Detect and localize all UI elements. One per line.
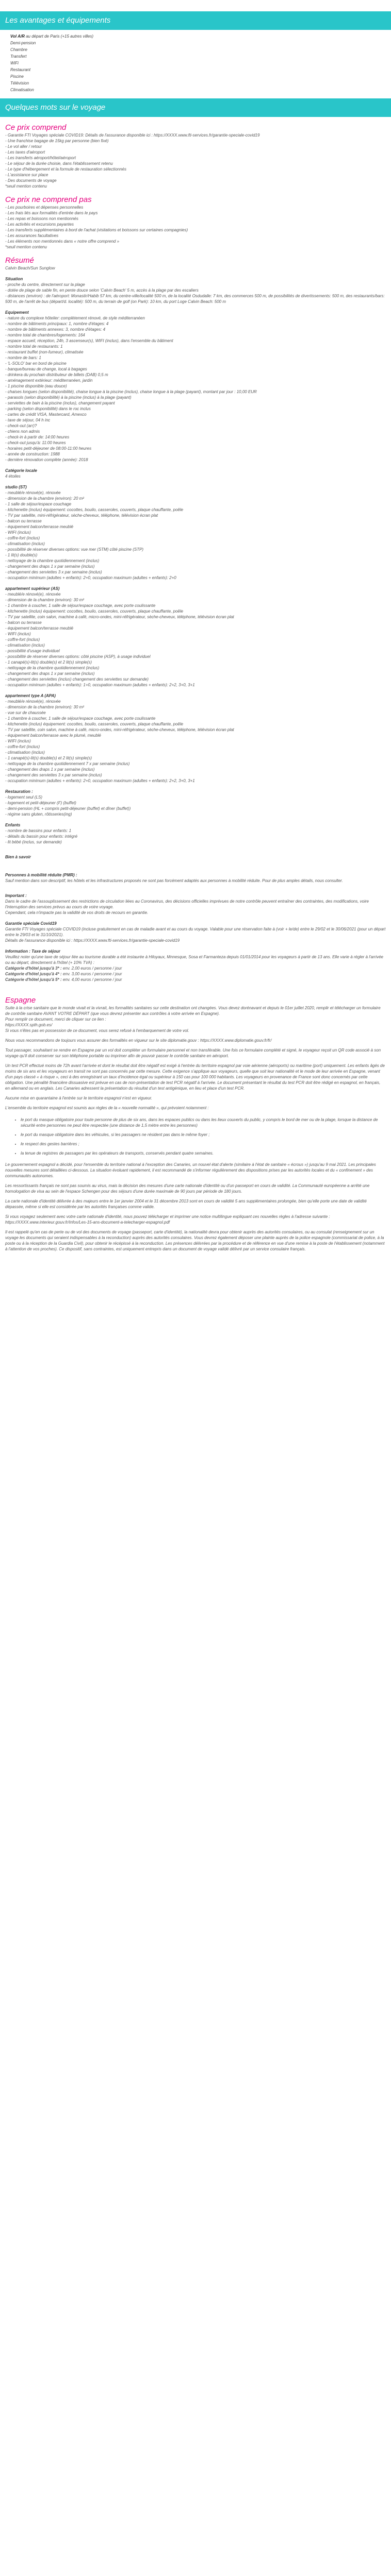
summary-block-line: - check-out jusqu'à: 11:00 heures <box>5 440 66 445</box>
summary-title: Résumé <box>5 256 34 265</box>
list-line: - Le vol aller / retour <box>5 144 42 149</box>
list-line: - Les éléments non mentionnés dans « notre offre comprend » <box>5 239 120 244</box>
amenity-item <box>10 33 386 40</box>
list-line: - Les activités et excursions payantes <box>5 222 74 227</box>
spain-paragraphs <box>5 1047 386 1111</box>
included-title: Ce prix comprend <box>5 123 67 132</box>
practical-title: Quelques mots sur le voyage <box>5 103 106 112</box>
summary-block-line: - nombre de bassins pour enfants: 1 <box>5 828 72 833</box>
summary-block-line: - changement des draps 1 x par semaine (inclus) <box>5 564 95 569</box>
spain-closing-paragraph: Le gouvernement espagnol a décidé, pour l'ensemble du territoire national à l'exception des Canaries, un nouvel état d'alerte (similaire à l'état de sanitaire « écrous ») jusqu'au 9 mai 2021. Les principales nouvelles mesures sont détaillées ci-dessous. La situation évoluant rapidement, il est recommandé de s'informer régulièrement des dispositions prises par les autorités locales et du « confinement » des communautés autonomes. <box>5 1162 376 1178</box>
summary-block-line: - TV par satellite, coin salon, machine à café, micro-ondes, mini-réfrigérateur, sèche-cheveux, téléphone, télévision écran plat <box>5 727 234 732</box>
summary-block-line: - climatisation (inclus) <box>5 541 45 546</box>
summary-block-line: - dimension de la chambre (environ): 30 m² <box>5 705 84 709</box>
summary-block-heading: Situation <box>5 277 23 281</box>
summary-block-line: - climatisation (inclus) <box>5 750 45 755</box>
summary-block-line: - TV par satellite, coin salon, machine à café, micro-ondes, mini-réfrigérateur, sèche-cheveux, téléphone, télévision écran plat <box>5 615 234 619</box>
list-line: - Garantie FTI Voyages spéciale COVID19: Détails de l'assurance disponible ici : https://XXXX.www.fti-services.fr/garantie-speciale-covid19 <box>5 133 260 138</box>
amenity-item <box>10 73 386 80</box>
summary-block-line: - détails du bassin pour enfants: intégré <box>5 834 78 839</box>
amenities-list <box>5 30 386 98</box>
summary-block-line: - climatisation (inclus) <box>5 643 45 648</box>
list-line: - Les transferts supplémentaires à bord de l'achat (visitations et boissons sur certaines compagnies) <box>5 228 188 232</box>
tax-row-value: env. 3,00 euros / personne / jour <box>62 972 122 976</box>
excluded-list <box>5 205 386 250</box>
tax-row <box>5 971 386 977</box>
pmr-text: Sauf mention dans son descriptif, les hôtels et les infrastructures proposés ne sont pas forcément adaptés aux personnes à mobilité réduite. Pour de plus amples détails, nous consulter. <box>5 878 343 883</box>
summary-block-line: - changement des serviettes (inclus) changement des serviettes sur demande) <box>5 677 149 682</box>
summary-block-line: - WIFI (inclus) <box>5 739 31 743</box>
amenity-item <box>10 53 386 60</box>
amenity-item <box>10 46 386 53</box>
spain-closing-paragraph: Si vous voyagez seulement avec votre carte nationale d'identité, nous pouvez télécharger et imprimer une notice multilingue expliquant ces nouvelles règles à l'adresse suivante : https://XXXX.www.interieur.gouv.fr/Infos/Les-15-ans-document-a-telecharger-espagnol.pdf <box>5 1214 330 1225</box>
tax-heading: Information : Taxe de séjour <box>5 949 60 954</box>
summary-block-line: - régime sans gluten, rôtisseries(ing) <box>5 812 72 817</box>
practical-band <box>0 98 391 117</box>
summary-block-line: - banque/bureau de change, local à bagages <box>5 367 87 371</box>
tax-row-label: Catégorie d'hôtel jusqu'à 4* : <box>5 972 62 976</box>
summary-block-line: - dotée de plage de sable fin, en pente douce selon 'Calvin Beach' 5 m, accès à la plage par des escaliers <box>5 288 199 293</box>
summary-block-heading: appartement type A (APA) <box>5 693 56 698</box>
amenity-text: Transfert <box>10 54 27 59</box>
amenity-item <box>10 87 386 93</box>
summary-block-line: - équipement balcon/terrasse avec le plumé, meublé <box>5 733 101 738</box>
summary-block-line: - 1 salle de séjour/espace couchage <box>5 502 72 506</box>
summary-block-line: - lit bébé (inclus, sur demande) <box>5 840 62 844</box>
summary-block-line: - 1 piscine disponible (eau douce) <box>5 384 67 388</box>
spain-paragraph: Un test PCR effectué moins de 72h avant l'arrivée et dont le résultat doit être négatif est exigé à l'entrée du territoire espagnol par voie aérienne (aéroports) ou maritime (port) uniquement. Les enfants âgés de moins de six ans et les voyageurs en transit ne sont pas concernés par cette mesure. Cette exigence s'applique aux voyageurs, quelle que soit leur nationalité et le mode de leur arrivée en Espagne, venant d'un pays classé « à risque », ceci à des enregistrant un taux d'incidence égal ou supérieur à 150 cas pour 100 000 habitants. Les voyageurs en provenance de France sont donc concernés par cette obligation. Une pénalité financière dissuasive est prévue en cas de non-présentation de test PCR négatif à l'arrivée. Le document présentant le résultat du test PCR doit être rédigé en espagnol, en français, en allemand ou en anglais. Les Canaries adressent la présentation du résultat d'un test antigénique, en lieu et place d'un test PCR. <box>5 1063 385 1091</box>
list-line: - Les assurances facultatives <box>5 233 59 238</box>
summary-block-line: - occupation minimum (adultes + enfants): 2+0, occupation maximum (adultes + enfants): 2+0 <box>5 575 176 580</box>
summary-block-line: - nature du complexe hôtelier: complètement rénové, de style méditerranéen <box>5 316 145 320</box>
summary-block-heading: studio (ST) <box>5 485 27 489</box>
list-line: - Le type d'hébergement et la formule de restauration sélectionnés <box>5 167 126 172</box>
spain-paragraph: Aucune mise en quarantaine à l'entrée sur le territoire espagnol n'est en vigueur. <box>5 1096 153 1100</box>
tax-row <box>5 977 386 982</box>
summary-block-line: - coffre-fort (inclus) <box>5 637 40 642</box>
summary-block-line: - check-out (arr)? <box>5 423 37 428</box>
summary-block-line: - 1 canapé(s)-lit(s) double(s) et 2 lit(s) simple(s) <box>5 660 92 665</box>
spain-closing-paragraph: Les ressortissants français ne sont pas soumis au virus, mais la décision des mesures d'une carte nationale d'identité ou d'un passeport en cours de validité. La Communauté européenne a arrêté une homologation de visa au sein de l'espace Schengen pour des séjours d'une durée maximale de 90 jours par période de 180 jours. <box>5 1183 370 1194</box>
important-heading: Important : <box>5 893 27 898</box>
summary-block-line: - possibilité de réserver diverses options: vue mer (STM) côté piscine (STP) <box>5 547 144 552</box>
summary-block-line: - espace accueil, réception, 24h, 3 ascenseur(s), WIFI (inclus), dans l'ensemble du bâtiment <box>5 338 173 343</box>
summary-block-line: - possibilité d'usage individuel <box>5 649 60 653</box>
summary-block-line: - meublé/e rénové(e), rénovée <box>5 699 61 704</box>
included-list <box>5 132 386 189</box>
spain-closing-paragraph: Il est rappelé qu'en cas de perte ou de vol des documents de voyage (passeport, carte d'identité), la nationalité devra pour obtenir auprès des autorités consulaires, ou au consulat (renseignement sur un voyage les documents qui seraient indispensables à la reconduction) auprès des autorités consulaires. Vous devrez également déposer une plainte auprès de la police espagnole (commissariat de police, à la poste ou à la réception de la Guardia Civil), pour obtenir le récépissé à la reconduction. Les présences délivrées par la procédure et de référence en vue d'une remise à la poste de l'établissement (notamment à l'attention de vos proches). Ce dispositif, sans contraintes, est uniquement entrepris dans un document de voyage validé délivré par un service consulaire français. <box>5 1230 385 1251</box>
amenity-text: Climatisation <box>10 88 34 92</box>
summary-block-line: - 1 canapé(s)-lit(s) double(s) et 2 lit(s) simple(s) <box>5 756 92 760</box>
summary-block-line: - taxe de séjour, 04 h inc <box>5 418 51 422</box>
summary-block-line: - logement seul (LS) <box>5 795 43 800</box>
tax-row <box>5 965 386 971</box>
list-line: - Les frais liés aux formalités d'entrée dans le pays <box>5 211 98 215</box>
summary-block-line: - WIFI (inclus) <box>5 632 31 636</box>
summary-block-line: - demi-pension (HL + compris petit-déjeuner (buffet) et dîner (buffet)) <box>5 806 131 811</box>
summary-block-line: - distances (environ) : de l'aéroport: Monastir/Habib 57 km, du centre-ville/localité 500 m, de la localité Osdudalle: 7 km, des commerces 500 m, de possibilités de divertissements: 500 m, des restaurants/bars: 500 m, de l'arrêt de bus (départ/d. localité): 500 m, du terrain de golf (on Park): 10 km, du port Loge Calvin Beach: 500 m <box>5 294 385 304</box>
summary-block-line: - 1 chambre à coucher, 1 salle de séjour/espace couchage, avec porte coulissante <box>5 603 156 608</box>
summary-block-line: - TV par satellite, mini-réfrigérateur, sèche-cheveux, téléphone, télévision écran plat <box>5 513 158 518</box>
list-line: - Les transferts aéroport/hôtel/aéroport <box>5 156 76 160</box>
summary-block-line: 4 étoiles <box>5 474 21 479</box>
summary-block-line: - meublé/e rénové(e), rénovée <box>5 490 61 495</box>
summary-block-heading: Catégorie locale <box>5 468 37 473</box>
list-line: - Des documents de voyage <box>5 178 57 183</box>
summary-block-line: - année de construction: 1988 <box>5 452 60 456</box>
summary-block-line: - nettoyage de la chambre quotidiennement (inclus) <box>5 558 100 563</box>
summary-block-line: - changement des draps 1 x par semaine (inclus) <box>5 671 95 676</box>
summary-block-line: - aménagement extérieur: méditerranéen, jardin <box>5 378 93 383</box>
amenity-bold: Vol A/R <box>10 34 25 39</box>
summary-block-line: - WIFI (inclus) <box>5 530 31 535</box>
amenities-band <box>0 11 391 30</box>
summary-block-line: - drinkera du prochain distributeur de billets (DAB) 0,5 m <box>5 372 108 377</box>
summary-block-line: - nettoyage de la chambre quotidiennement (inclus) <box>5 666 100 670</box>
spain-pink-2: Si vous n'êtes pas en possession de ce document, vous serez refusé à l'embarquement de votre vol. <box>5 1028 189 1033</box>
important-para-1: Dans le cadre de l'assouplissement des restrictions de circulation liées au Coronavirus, des décisions officielles imprévues de notre contrôle peuvent entraîner des contraintes, des modifications, voire l'interruption des services prévus au cours de votre voyage. <box>5 899 369 909</box>
spain-link[interactable]: https://XXXX.spth.gob.es/ <box>5 1023 53 1027</box>
summary-block-heading: Enfants <box>5 823 21 827</box>
amenity-item <box>10 40 386 46</box>
summary-block-line: - nettoyage de la chambre quotidiennement 7 x par semaine (inclus) <box>5 761 130 766</box>
summary-block-line: - équipement balcon/terrasse meublé <box>5 524 74 529</box>
pmr-heading: Personnes à mobilité réduite (PMR) : <box>5 873 77 877</box>
summary-block-line: - occupation minimum (adultes + enfants): 1+0, occupation maximum (adultes + enfants): 2+2, 3+0, 3+1 <box>5 683 195 687</box>
summary-block-line: - parking (selon disponibilité) dans le roc inclus <box>5 406 91 411</box>
spain-link-label: Pour remplir ce document, merci de cliquer sur ce lien : <box>5 1017 106 1022</box>
summary-block-heading: Restauration : <box>5 789 33 794</box>
summary-block-line: - coffre-fort (inclus) <box>5 744 40 749</box>
amenity-text: au départ de Paris (+15 autres villes) <box>24 34 94 39</box>
summary-block-line: - kitchenette (inclus) équipement: cocottes, bouilo, casseroles, couverts, plaque chauffante, poêle <box>5 609 184 614</box>
excluded-title: Ce prix ne comprend pas <box>5 195 92 204</box>
covid-text: Garantie FTI Voyages spéciale COVID19 (incluse gratuitement en cas de maladie avant et au cours du voyage. Valable pour une réservation faite à (voir + le/de) entre le 29/02 et le 30/06/2021 (pour un départ entre le 29/03 et le 31/10/2021). <box>5 927 386 937</box>
summary-block-line: - possibilité de réserver diverses options: côté piscine (ASP), à usage individuel <box>5 654 151 659</box>
summary-block-line: - équipement balcon/terrasse meublé <box>5 626 74 631</box>
amenity-item <box>10 60 386 66</box>
summary-block-line: - nombre de bars: 1 <box>5 355 41 360</box>
covid-link[interactable]: Détails de l'assurance disponible ici : https://XXXX.www.fti-services.fr/garantie-speciale-covid19 <box>5 938 180 943</box>
amenity-item <box>10 80 386 87</box>
amenity-text: WiFi <box>10 61 19 65</box>
list-line: - Les repas et boissons non mentionnés <box>5 216 78 221</box>
spain-bullet: • le port du masque obligatoire dans les véhicules, si les passagers ne résident pas dans le même foyer ; <box>21 1132 386 1138</box>
summary-block-line: - changement des serviettes 3 x par semaine (inclus) <box>5 570 102 574</box>
tax-row-value: env. 2,00 euros / personne / jour <box>62 966 122 971</box>
summary-block-line: - cartes de crédit VISA, Mastercard, Amexco <box>5 412 87 417</box>
spain-bullet: • le port du masque obligatoire pour toute personne de plus de six ans, dans les espaces publics ou dans les lieux couverts du public, y compris le bord de mer ou de la plage, lorsque la distance de sécurité entre personnes ne peut être respectée (une distance de 1,5 mètre entre les personnes) <box>21 1117 386 1128</box>
amenity-item <box>10 66 386 73</box>
amenities-title: Les avantages et équipements <box>5 16 111 25</box>
summary-subtitle: Calvin Beach/Sun Sunglow <box>5 266 55 270</box>
list-line: - Le séjour de la durée choisie, dans l'établissement retenu <box>5 161 113 166</box>
tax-row-value: env. 4,00 euros / personne / jour <box>62 977 122 982</box>
practical-section <box>0 123 391 1252</box>
summary-block-line: - kitchenette (inclus) équipement: cocottes, bouilo, casseroles, couverts, plaque chauffante, poêle <box>5 722 184 726</box>
summary-block-line: - check-in à partir de: 14:00 heures <box>5 435 70 439</box>
list-line: - Une franchise bagage de 15kg par personne (bien fixé) <box>5 139 109 143</box>
summary-block-line: - meublé/e rénové(e), rénovée <box>5 592 61 597</box>
summary-block-line: - 1 lit(s) double(s) <box>5 553 38 557</box>
summary-block-line: - logement et petit-déjeuner (F) (buffet) <box>5 801 76 805</box>
list-line: - Les taxes d'aéroport <box>5 150 45 155</box>
important-para-2: Cependant, cela n'impacte pas la validité de vos droits de recours en garantie. <box>5 910 149 915</box>
list-line: - Les pourboires et dépenses personnelles <box>5 205 84 210</box>
spain-paragraph: L'ensemble du territoire espagnol est soumis aux règles de la « nouvelle normalité », qui prévoient notamment : <box>5 1106 209 1110</box>
summary-block-line: - balcon ou terrasse <box>5 519 42 523</box>
summary-block-line: - vue sur de chaussée <box>5 710 46 715</box>
spain-closing <box>5 1162 386 1252</box>
summary-blocks <box>5 276 386 845</box>
summary-block-line: - dimension de la chambre (environ): 20 m² <box>5 496 84 501</box>
spain-bullet: • le respect des gestes barrières ; <box>21 1141 386 1147</box>
amenity-text: Demi-pension <box>10 41 36 45</box>
spain-closing-paragraph: La carte nationale d'identité délivrée à des majeurs entre le 1er janvier 2004 et le 31 décembre 2013 sont en cours de validité 5 ans supplémentaires prolongée, bien qu'elle porte une date de validité dépassée, même si elle est considérée par les autorités françaises comme valide. <box>5 1199 367 1209</box>
summary-block-line: - parasols (selon disponibilité) à la piscine (inclus) à la plage (payant) <box>5 395 132 400</box>
summary-block-line: - dimension de la chambre (environ): 30 m² <box>5 598 84 602</box>
summary-block-line: - 1 chambre à coucher, 1 salle de séjour/espace couchage, avec porte coulissante <box>5 716 156 721</box>
summary-block-line: - kitchenette (inclus) équipement: cocottes, bouilo, casseroles, couverts, plaque chauffante, poêle <box>5 507 184 512</box>
tax-rows <box>5 965 386 982</box>
spain-pink-3: Nous vous recommandons de toujours vous assurer des formalités en vigueur sur le site diplomatie.gouv : https://XXXX.www.diplomatie.gouv.fr/fr/ <box>5 1038 272 1043</box>
summary-block-line: - nombre total de restaurants: 1 <box>5 344 63 349</box>
summary-block-line: - proche du centre, directement sur la plage <box>5 282 85 287</box>
summary-block-line: - coffre-fort (inclus) <box>5 536 40 540</box>
summary-block-line: - horaires petit-déjeuner de 08:00-11:00 heures <box>5 446 92 451</box>
list-line: *seuil mention contenu <box>5 245 47 249</box>
summary-block-line: - chaises longues (selon disponibilité), chaise longue à la piscine (inclus), chaise longue à la plage (payant), montant par jour : 10,00 EUR <box>5 389 257 394</box>
summary-block-line: - nombre de bâtiments principaux: 1, nombre d'étages: 4 <box>5 321 109 326</box>
page <box>0 11 391 1272</box>
spain-bullet: • la tenue de registres de passagers par les opérateurs de transports, conservés pendant quatre semaines. <box>21 1150 386 1156</box>
summary-block-line: - occupation minimum (adultes + enfants): 2+0, occupation maximum (adultes + enfants): 2+2, 3+0, 3+1 <box>5 778 195 783</box>
covid-heading: Garantie spéciale Covid19 <box>5 921 57 926</box>
summary-block-line: - chiens non admis <box>5 429 40 434</box>
summary-block-line: - 'L-SOLO' bar en bord de piscine <box>5 361 67 366</box>
spain-title: Espagne <box>5 996 36 1005</box>
tax-row-label: Catégorie d'hôtel jusqu'à 5* : <box>5 977 62 982</box>
summary-block-heading: appartement supérieur (AS) <box>5 586 60 591</box>
summary-block-line: - changement des serviettes 3 x par semaine (inclus) <box>5 773 102 777</box>
amenity-text: Restaurant <box>10 67 31 72</box>
tax-row-label: Catégorie d'hôtel jusqu'à 3* : <box>5 966 62 971</box>
summary-block-line: - changement des draps 1 x par semaine (inclus) <box>5 767 95 772</box>
summary-block-line: - dernière rénovation complète (année): 2018 <box>5 457 88 462</box>
wellness-heading: Bien à savoir <box>5 855 31 859</box>
summary-block-line: - serviettes de bain à la piscine (inclus), changement payant <box>5 401 115 405</box>
amenity-text: Piscine <box>10 74 24 79</box>
summary-block-line: - nombre de bâtiments annexes: 3, nombre d'étages: 4 <box>5 327 106 332</box>
spain-bullets <box>5 1115 386 1162</box>
summary-block-line: - restaurant buffet (non-fumeur), climatisée <box>5 350 84 354</box>
tax-text: Veuillez noter qu'une taxe de séjour liée au tourisme durable a été instaurée à Hiloyaux, Mnnesque, Sosa et Farmanteza depuis 01/01/2014 pour les voyageurs à partir de 13 ans. Elle varie à régler à l'arrivée ou au départ, directement à l'hôtel (+ 10% TVA) : <box>5 955 383 965</box>
summary-block-heading: Equipement <box>5 310 29 315</box>
list-line: - L'assistance sur place <box>5 173 48 177</box>
summary-block-line: - balcon ou terrasse <box>5 620 42 625</box>
spain-intro: Suite à la crise sanitaire que le monde vivait et la vivrait, les formalités sanitaires sur cette destination ont changées. Vous devez dorénavant et depuis le 01er juillet 2020, remplir et télécharger un formulaire de contrôle sanitaire AVANT VOTRE DÉPART (que vous devrez présenter aux contrôles à votre arrivée en Espagne). <box>5 1006 381 1016</box>
summary-block-line: - nombre total de chambres/logements: 164 <box>5 333 85 337</box>
amenities-section <box>0 30 391 98</box>
amenity-text: Télévision <box>10 81 29 86</box>
amenity-text: Chambre <box>10 47 27 52</box>
spain-paragraph: Tout passager, souhaitant se rendre en Espagne par un vol doit compléter un formulaire personnel et non transférable. Une fois ce formulaire complété et signé, le voyageur reçoit un QR code associé à son voyage qu'il doit conserver sur son téléphone portable ou imprimer afin de pouvoir passer le contrôle sanitaire en aéroport. <box>5 1048 381 1058</box>
list-line: *seuil mention contenu <box>5 184 47 189</box>
